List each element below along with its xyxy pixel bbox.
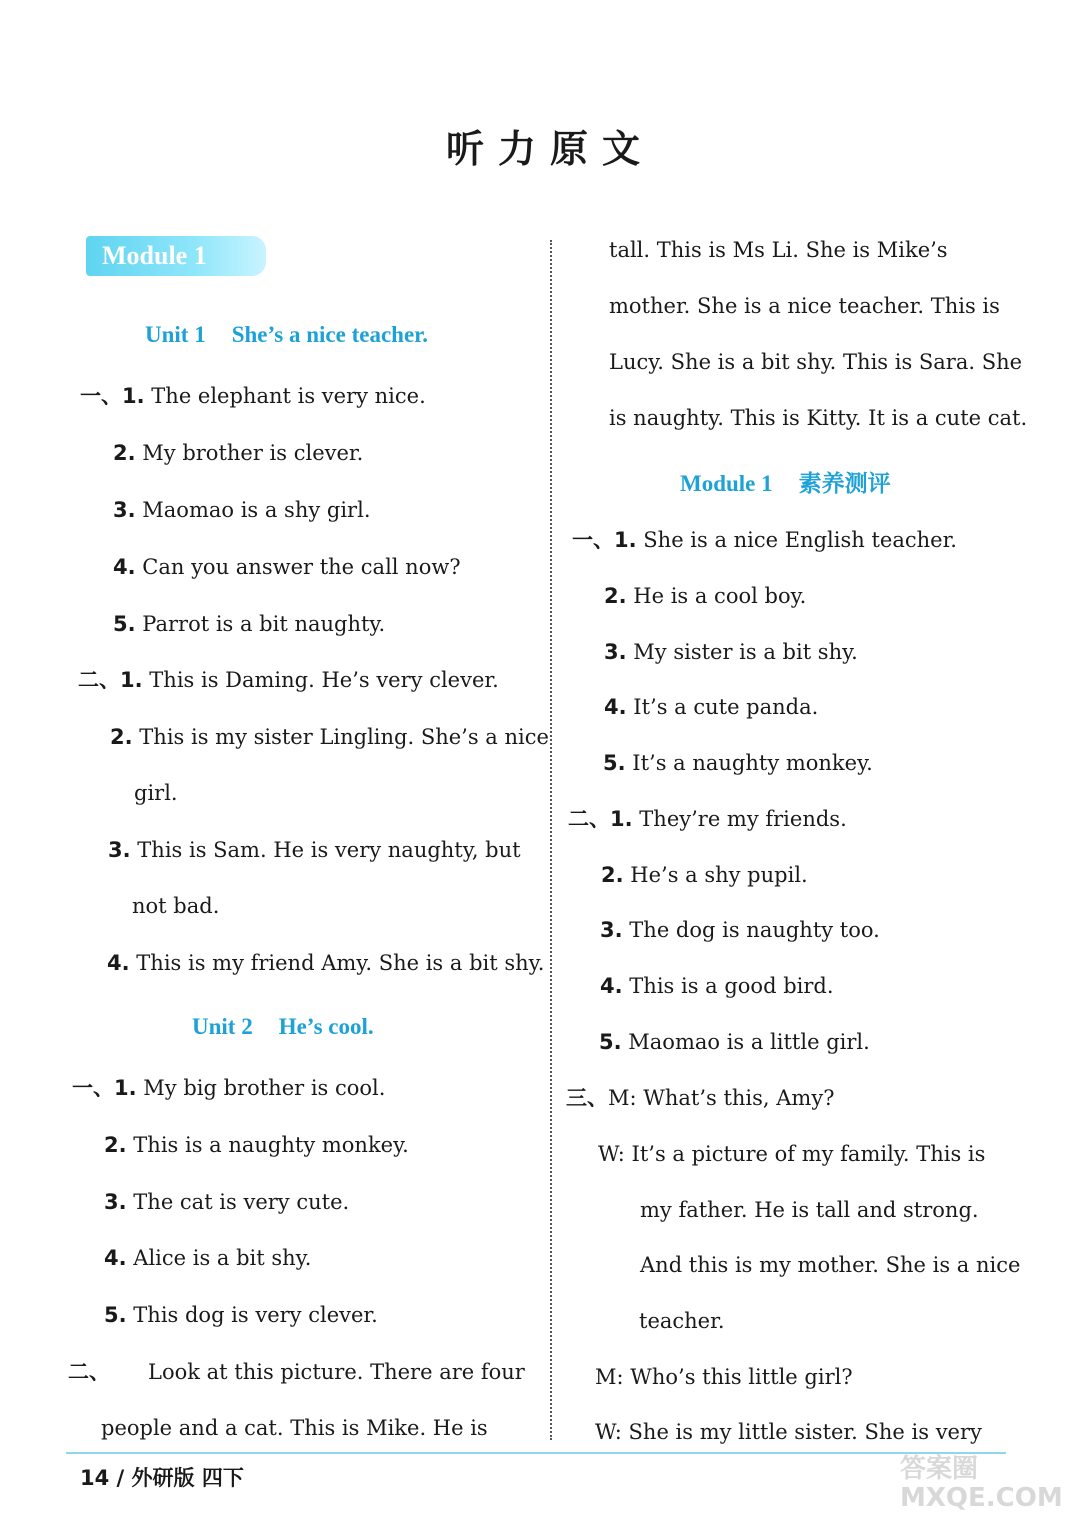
list-item: 3. The dog is naughty too. — [600, 918, 880, 942]
module-tag: Module 1 — [86, 236, 266, 276]
list-item: 二、1. They’re my friends. — [568, 807, 847, 831]
list-item: 一、1. The elephant is very nice. — [80, 384, 426, 408]
list-item: 2. This is a naughty monkey. — [104, 1133, 409, 1157]
list-item: 4. It’s a cute panda. — [604, 695, 819, 719]
dialogue-line: 三、M: What’s this, Amy? — [566, 1086, 835, 1110]
list-item-continuation: girl. — [134, 781, 178, 805]
list-item: 3. This is Sam. He is very naughty, but — [108, 838, 521, 862]
passage-line: mother. She is a nice teacher. This is — [609, 294, 1000, 318]
passage-line: people and a cat. This is Mike. He is — [101, 1416, 488, 1440]
footer-rule — [66, 1452, 1006, 1454]
list-item: 3. My sister is a bit shy. — [604, 640, 858, 664]
dialogue-continuation: my father. He is tall and strong. — [640, 1198, 979, 1222]
list-item: 5. Maomao is a little girl. — [599, 1030, 870, 1054]
list-item: 4. Alice is a bit shy. — [104, 1246, 312, 1270]
passage-line: Look at this picture. There are four — [148, 1360, 525, 1384]
list-item: 2. He’s a shy pupil. — [601, 863, 808, 887]
column-divider — [550, 240, 552, 1440]
list-item: 3. Maomao is a shy girl. — [113, 498, 371, 522]
list-item: 二、1. This is Daming. He’s very clever. — [78, 668, 499, 692]
passage-line: tall. This is Ms Li. She is Mike’s — [609, 238, 948, 262]
dialogue-continuation: And this is my mother. She is a nice — [640, 1253, 1021, 1277]
unit2-heading: Unit 2 He’s cool. — [192, 1014, 374, 1039]
dialogue-line: W: It’s a picture of my family. This is — [598, 1142, 986, 1166]
dialogue-line: M: Who’s this little girl? — [595, 1365, 853, 1389]
passage-line: is naughty. This is Kitty. It is a cute cat. — [609, 406, 1028, 430]
unit1-heading: Unit 1 She’s a nice teacher. — [145, 322, 429, 347]
list-item: 一、1. My big brother is cool. — [72, 1076, 386, 1100]
list-item: 5. Parrot is a bit naughty. — [113, 612, 386, 636]
dialogue-continuation: teacher. — [639, 1309, 725, 1333]
list-item: 3. The cat is very cute. — [104, 1190, 350, 1214]
dialogue-line: W: She is my little sister. She is very — [595, 1420, 982, 1444]
passage-line: Lucy. She is a bit shy. This is Sara. She — [609, 350, 1023, 374]
list-item-continuation: not bad. — [132, 894, 220, 918]
list-item: 5. This dog is very clever. — [104, 1303, 378, 1327]
list-item: 一、1. She is a nice English teacher. — [572, 528, 957, 552]
list-item: 4. This is a good bird. — [600, 974, 834, 998]
page-title: 听力原文 — [445, 127, 654, 171]
module-review-heading: Module 1 素养测评 — [680, 471, 891, 497]
page-footer: 14 / 外研版 四下 — [80, 1466, 244, 1490]
list-item: 4. This is my friend Amy. She is a bit shy. — [107, 951, 545, 975]
list-item: 4. Can you answer the call now? — [113, 555, 461, 579]
watermark: 答案圈 MXQE.COM — [900, 1454, 1063, 1513]
list-item: 2. My brother is clever. — [113, 441, 364, 465]
list-item: 2. This is my sister Lingling. She’s a nice — [110, 725, 549, 749]
passage-label: 二、 — [68, 1360, 110, 1384]
list-item: 5. It’s a naughty monkey. — [603, 751, 873, 775]
list-item: 2. He is a cool boy. — [604, 584, 807, 608]
